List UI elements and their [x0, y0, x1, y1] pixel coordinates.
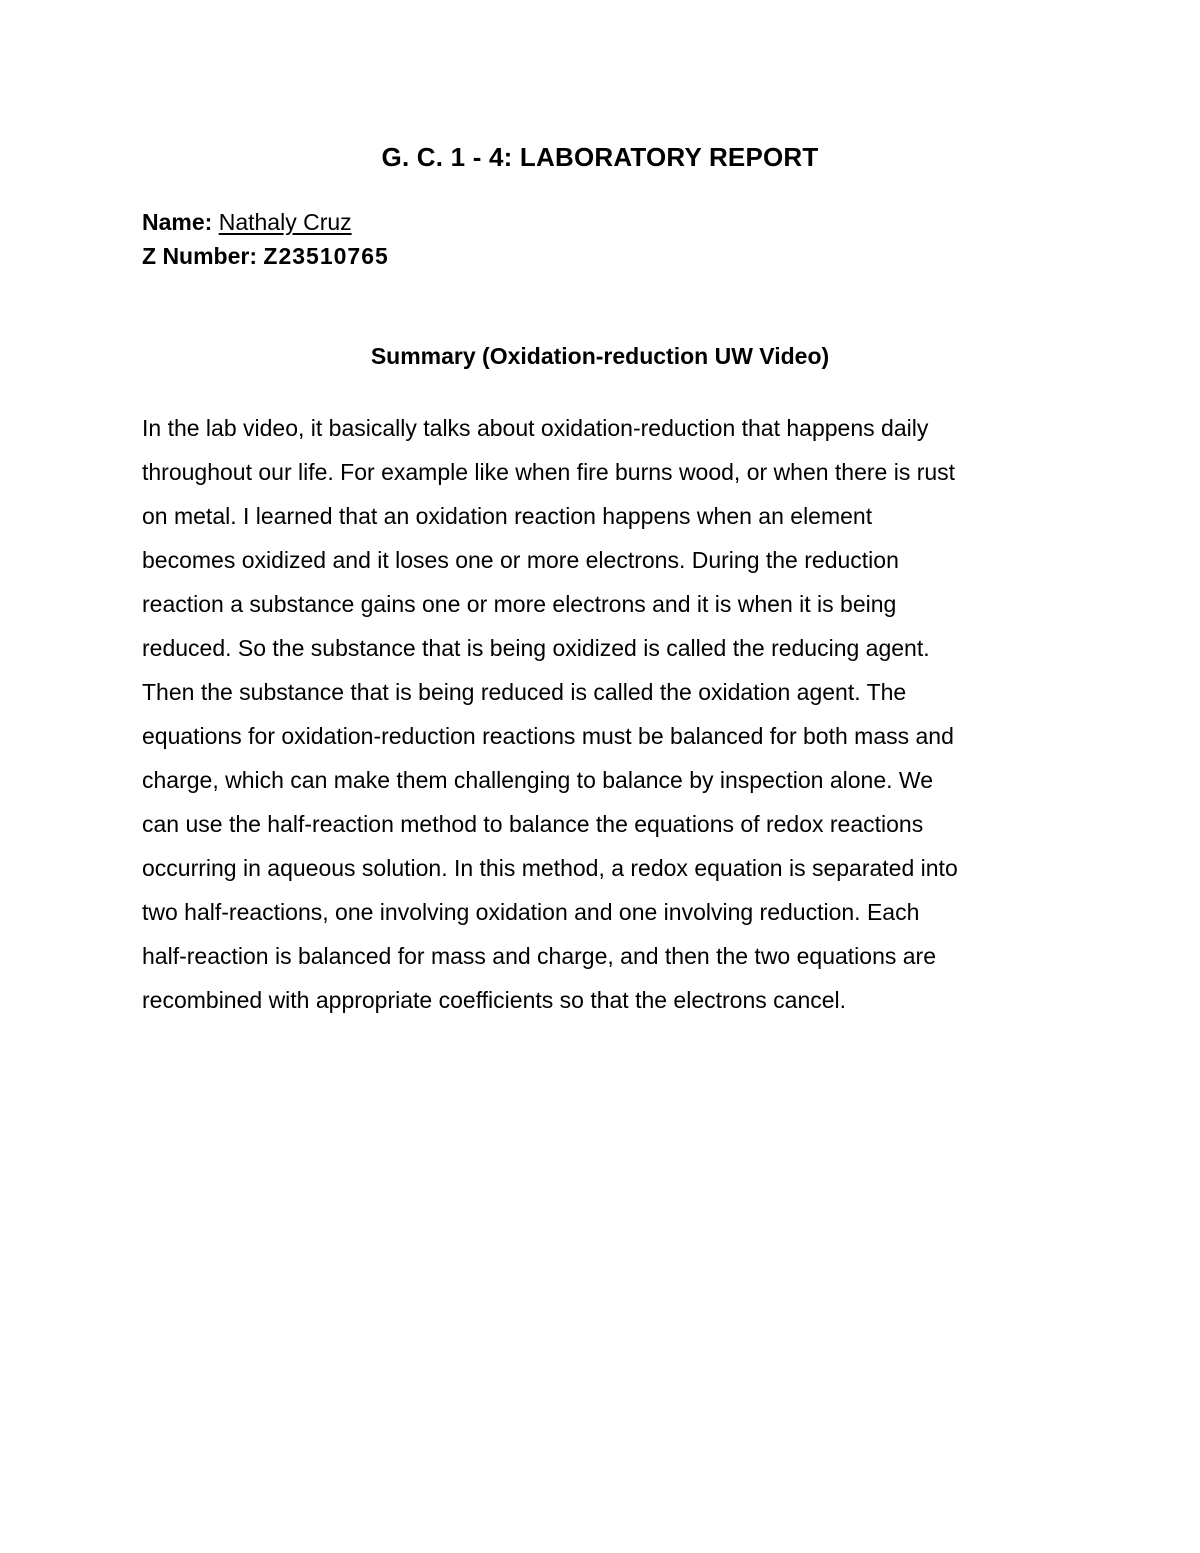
- z-number-row: [142, 239, 389, 273]
- summary-line: reduced. So the substance that is being oxidized is called the reducing agent.: [142, 635, 930, 661]
- summary-line: becomes oxidized and it loses one or more electrons. During the reduction: [142, 547, 899, 573]
- summary-line: occurring in aqueous solution. In this method, a redox equation is separated into: [142, 855, 958, 881]
- summary-line: Then the substance that is being reduced is called the oxidation agent. The: [142, 679, 907, 705]
- summary-line: equations for oxidation-reduction reactions must be balanced for both mass and: [142, 723, 954, 749]
- summary-line: two half-reactions, one involving oxidation and one involving reduction. Each: [142, 899, 920, 925]
- name-value: Nathaly Cruz: [218, 209, 352, 235]
- summary-line: can use the half-reaction method to balance the equations of redox reactions: [142, 811, 924, 837]
- z-number-value: Z23510765: [263, 243, 389, 269]
- z-number-label: Z Number:: [142, 243, 257, 269]
- summary-line: half-reaction is balanced for mass and charge, and then the two equations are: [142, 943, 936, 969]
- name-row: [142, 205, 389, 239]
- summary-line: reaction a substance gains one or more electrons and it is when it is being: [142, 591, 897, 617]
- summary-line: on metal. I learned that an oxidation reaction happens when an element: [142, 503, 873, 529]
- summary-line: charge, which can make them challenging to balance by inspection alone. We: [142, 767, 933, 793]
- student-info: [142, 205, 389, 273]
- summary-paragraph: [142, 406, 1060, 1022]
- summary-line: In the lab video, it basically talks about oxidation-reduction that happens daily: [142, 415, 929, 441]
- summary-line: throughout our life. For example like when fire burns wood, or when there is rust: [142, 459, 956, 485]
- summary-line: recombined with appropriate coefficients so that the electrons cancel.: [142, 987, 847, 1013]
- name-label: Name:: [142, 209, 213, 235]
- summary-heading: Summary (Oxidation-reduction UW Video): [370, 343, 830, 369]
- page-title: G. C. 1 - 4: LABORATORY REPORT: [381, 142, 819, 172]
